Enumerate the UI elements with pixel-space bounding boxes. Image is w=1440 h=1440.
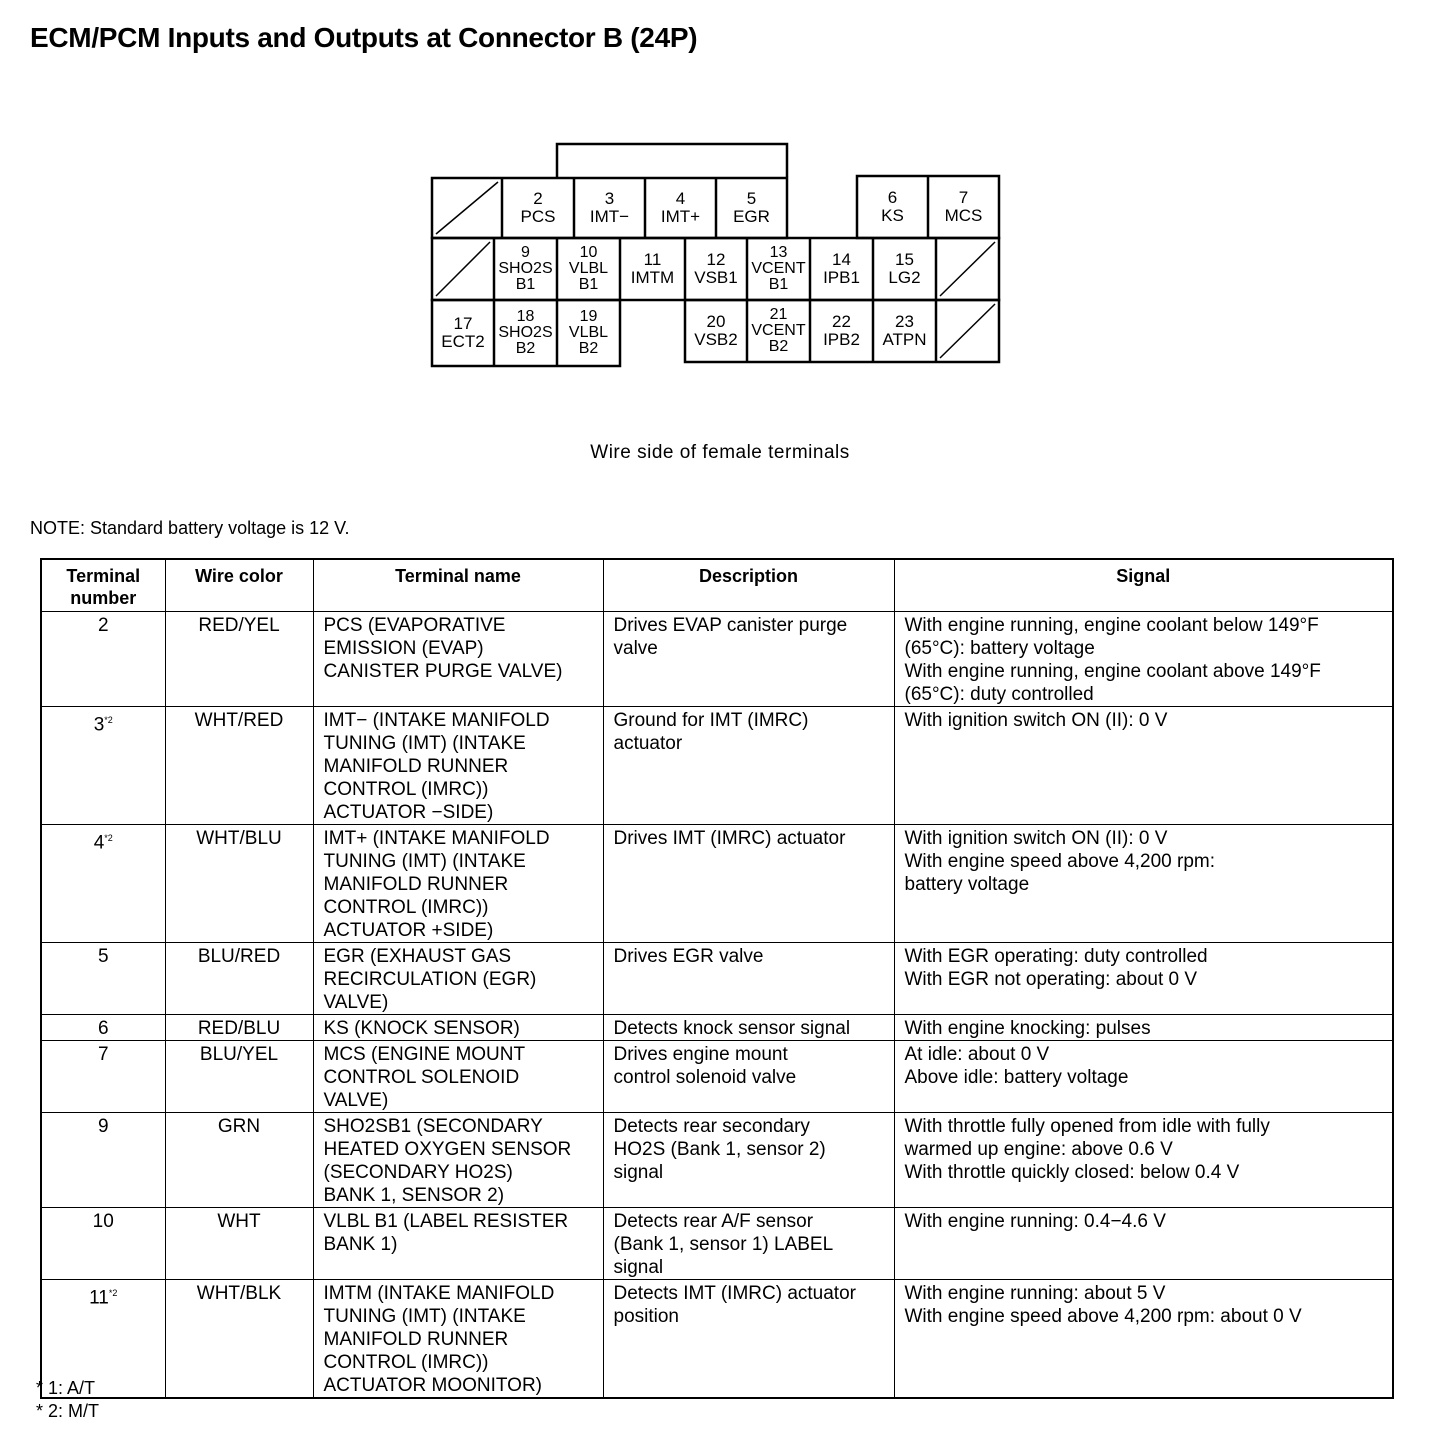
table-row (41, 1041, 1393, 1113)
description-line: Ground for IMT (IMRC) (613, 710, 809, 731)
footnote-1: * 1: A/T (36, 1378, 96, 1398)
terminal-name-line: MANIFOLD RUNNER (323, 1329, 509, 1350)
signal-line: With throttle quickly closed: below 0.4 V (904, 1162, 1240, 1183)
table-row (41, 825, 1393, 943)
table-row (41, 943, 1393, 1015)
table-row (41, 707, 1393, 825)
terminal-name (313, 1015, 603, 1041)
terminal-19: 19 VLBL B2 (568, 308, 609, 357)
signal-line: With engine running: 0.4−4.6 V (904, 1211, 1166, 1232)
signal-line: With engine speed above 4,200 rpm: about 0 V (904, 1306, 1302, 1327)
terminal-7: 7 MCS (944, 188, 983, 225)
footnote-ref: *2 (108, 1288, 118, 1298)
description-line: Detects knock sensor signal (613, 1018, 851, 1039)
terminal-2: 2 PCS (520, 189, 556, 226)
description-line: signal (613, 1162, 664, 1183)
terminal-name-line: BANK 1) (323, 1234, 398, 1255)
page-title: ECM/PCM Inputs and Outputs at Connector B (24P) (30, 22, 698, 53)
terminal-20: 20 VSB2 (694, 312, 738, 349)
terminal-name (313, 707, 603, 825)
terminal-10: 10 VLBL B1 (568, 244, 609, 293)
signal (894, 943, 1393, 1015)
col-description: Description (603, 559, 894, 612)
description (603, 1113, 894, 1208)
terminal-name-line: SHO2SB1 (SECONDARY (323, 1116, 543, 1137)
signal-line: warmed up engine: above 0.6 V (904, 1139, 1173, 1160)
terminal-name (313, 943, 603, 1015)
signal-line: With throttle fully opened from idle with fully (904, 1116, 1270, 1137)
voltage-note: NOTE: Standard battery voltage is 12 V. (30, 518, 350, 538)
terminal-name-line: ACTUATOR −SIDE) (323, 802, 494, 823)
signal-line: With EGR operating: duty controlled (904, 946, 1208, 967)
terminal-number: 7 (41, 1041, 165, 1113)
description (603, 1015, 894, 1041)
description (603, 1041, 894, 1113)
terminal-name-line: CONTROL SOLENOID (323, 1067, 520, 1088)
description (603, 825, 894, 943)
wire-color: WHT/BLK (165, 1280, 313, 1399)
description-line: Drives EGR valve (613, 946, 764, 967)
description (603, 1280, 894, 1399)
description-line: HO2S (Bank 1, sensor 2) (613, 1139, 826, 1160)
description-line: (Bank 1, sensor 1) LABEL (613, 1234, 834, 1255)
wire-color: WHT (165, 1208, 313, 1280)
description-line: Drives EVAP canister purge (613, 615, 848, 636)
terminal-name-line: MANIFOLD RUNNER (323, 756, 509, 777)
terminal-name-line: HEATED OXYGEN SENSOR (323, 1139, 572, 1160)
signal (894, 1041, 1393, 1113)
terminal-number: 3$^{*2}$ (41, 707, 165, 825)
description (603, 707, 894, 825)
wire-color: GRN (165, 1113, 313, 1208)
description-line: position (613, 1306, 679, 1327)
terminal-number: 6 (41, 1015, 165, 1041)
col-signal: Signal (894, 559, 1393, 612)
terminal-23: 23 ATPN (882, 312, 927, 349)
signal-line: (65°C): duty controlled (904, 684, 1094, 705)
terminal-name-line: TUNING (IMT) (INTAKE (323, 851, 526, 872)
terminal-name-line: VLBL B1 (LABEL RESISTER (323, 1211, 569, 1232)
connector-diagram (0, 0, 1440, 420)
signal-line: (65°C): battery voltage (904, 638, 1095, 659)
terminal-name (313, 1041, 603, 1113)
terminal-name (313, 1113, 603, 1208)
terminal-name-line: MCS (ENGINE MOUNT (323, 1044, 526, 1065)
signal (894, 1015, 1393, 1041)
description (603, 1208, 894, 1280)
table-row (41, 1280, 1393, 1399)
wire-color: BLU/RED (165, 943, 313, 1015)
terminal-name-line: BANK 1, SENSOR 2) (323, 1185, 505, 1206)
terminal-name-line: IMT+ (INTAKE MANIFOLD (323, 828, 550, 849)
terminal-name (313, 1208, 603, 1280)
terminal-name-line: VALVE) (323, 992, 389, 1013)
wire-color: RED/YEL (165, 612, 313, 707)
terminal-name-line: RECIRCULATION (EGR) (323, 969, 537, 990)
table-row (41, 1113, 1393, 1208)
signal-line: With engine running, engine coolant above 149°F (904, 661, 1321, 682)
description-line: Detects IMT (IMRC) actuator (613, 1283, 856, 1304)
wire-color: WHT/RED (165, 707, 313, 825)
footnote-ref: *2 (104, 715, 113, 725)
terminal-name-line: ACTUATOR +SIDE) (323, 920, 494, 941)
terminal-name-line: TUNING (IMT) (INTAKE (323, 733, 526, 754)
signal (894, 1208, 1393, 1280)
terminal-name-line: CONTROL (IMRC)) (323, 779, 489, 800)
table-row (41, 612, 1393, 707)
terminal-4: 4 IMT+ (660, 189, 701, 226)
terminal-name-line: ACTUATOR MOONITOR) (323, 1375, 542, 1396)
terminal-14: 14 IPB1 (823, 250, 860, 287)
wire-color: RED/BLU (165, 1015, 313, 1041)
signal-line: At idle: about 0 V (904, 1044, 1050, 1065)
terminal-name-line: PCS (EVAPORATIVE (323, 615, 506, 636)
col-terminal-name: Terminal name (313, 559, 603, 612)
table-row (41, 1015, 1393, 1041)
description-line: valve (613, 638, 658, 659)
signal-line: With ignition switch ON (II): 0 V (904, 828, 1168, 849)
table-header-row (41, 559, 1393, 612)
terminal-name (313, 612, 603, 707)
terminal-name-line: (SECONDARY HO2S) (323, 1162, 513, 1183)
terminal-15: 15 LG2 (888, 250, 921, 287)
terminal-name-line: EGR (EXHAUST GAS (323, 946, 512, 967)
terminal-17: 17 ECT2 (441, 314, 485, 351)
table-body (41, 612, 1393, 1399)
signal (894, 612, 1393, 707)
description-line: actuator (613, 733, 683, 754)
description-line: Drives engine mount (613, 1044, 788, 1065)
terminal-name-line: KS (KNOCK SENSOR) (323, 1018, 520, 1039)
signal-line: With engine running: about 5 V (904, 1283, 1166, 1304)
terminal-name-line: MANIFOLD RUNNER (323, 874, 509, 895)
terminal-6: 6 KS (881, 188, 904, 225)
terminal-11: 11 IMTM (630, 250, 675, 287)
terminal-name-line: TUNING (IMT) (INTAKE (323, 1306, 526, 1327)
terminal-name-line: CONTROL (IMRC)) (323, 897, 489, 918)
wire-color: BLU/YEL (165, 1041, 313, 1113)
col-terminal-number: Terminal number (41, 559, 165, 612)
footnote-ref: *2 (104, 833, 113, 843)
description-line: Detects rear secondary (613, 1116, 810, 1137)
terminal-name (313, 1280, 603, 1399)
table-row (41, 1208, 1393, 1280)
signal-line: With engine speed above 4,200 rpm: (904, 851, 1216, 872)
terminal-number: 10 (41, 1208, 165, 1280)
description-line: Detects rear A/F sensor (613, 1211, 814, 1232)
signal (894, 1113, 1393, 1208)
terminal-name-line: IMT− (INTAKE MANIFOLD (323, 710, 550, 731)
terminal-number: 9 (41, 1113, 165, 1208)
terminal-number: 2 (41, 612, 165, 707)
terminal-number: 4$^{*2}$ (41, 825, 165, 943)
diagram-caption: Wire side of female terminals (590, 442, 850, 463)
terminal-3: 3 IMT− (589, 189, 630, 226)
footnote-2: * 2: M/T (36, 1401, 100, 1421)
terminal-21: 21 VCENT B2 (751, 306, 806, 355)
terminal-table (40, 558, 1394, 1399)
description-line: Drives IMT (IMRC) actuator (613, 828, 846, 849)
terminal-number: 11$^{*2}$ (41, 1280, 165, 1399)
terminal-number: 5 (41, 943, 165, 1015)
terminal-5: 5 EGR (733, 189, 770, 226)
terminal-12: 12 VSB1 (694, 250, 738, 287)
signal-line: With engine knocking: pulses (904, 1018, 1151, 1039)
terminal-name-line: IMTM (INTAKE MANIFOLD (323, 1283, 555, 1304)
signal (894, 1280, 1393, 1399)
description (603, 943, 894, 1015)
signal-line: Above idle: battery voltage (904, 1067, 1129, 1088)
wire-color: WHT/BLU (165, 825, 313, 943)
signal (894, 707, 1393, 825)
signal (894, 825, 1393, 943)
description-line: signal (613, 1257, 664, 1278)
description-line: control solenoid valve (613, 1067, 797, 1088)
signal-line: With ignition switch ON (II): 0 V (904, 710, 1168, 731)
terminal-name-line: VALVE) (323, 1090, 389, 1111)
terminal-name-line: CANISTER PURGE VALVE) (323, 661, 563, 682)
terminal-name-line: CONTROL (IMRC)) (323, 1352, 489, 1373)
terminal-18: 18 SHO2S B2 (498, 308, 553, 357)
terminal-9: 9 SHO2S B1 (498, 244, 553, 293)
signal-line: battery voltage (904, 874, 1030, 895)
terminal-name (313, 825, 603, 943)
description (603, 612, 894, 707)
col-wire-color: Wire color (165, 559, 313, 612)
terminal-13: 13 VCENT B1 (751, 244, 806, 293)
signal-line: With engine running, engine coolant below 149°F (904, 615, 1319, 636)
signal-line: With EGR not operating: about 0 V (904, 969, 1198, 990)
terminal-22: 22 IPB2 (823, 312, 860, 349)
terminal-name-line: EMISSION (EVAP) (323, 638, 484, 659)
